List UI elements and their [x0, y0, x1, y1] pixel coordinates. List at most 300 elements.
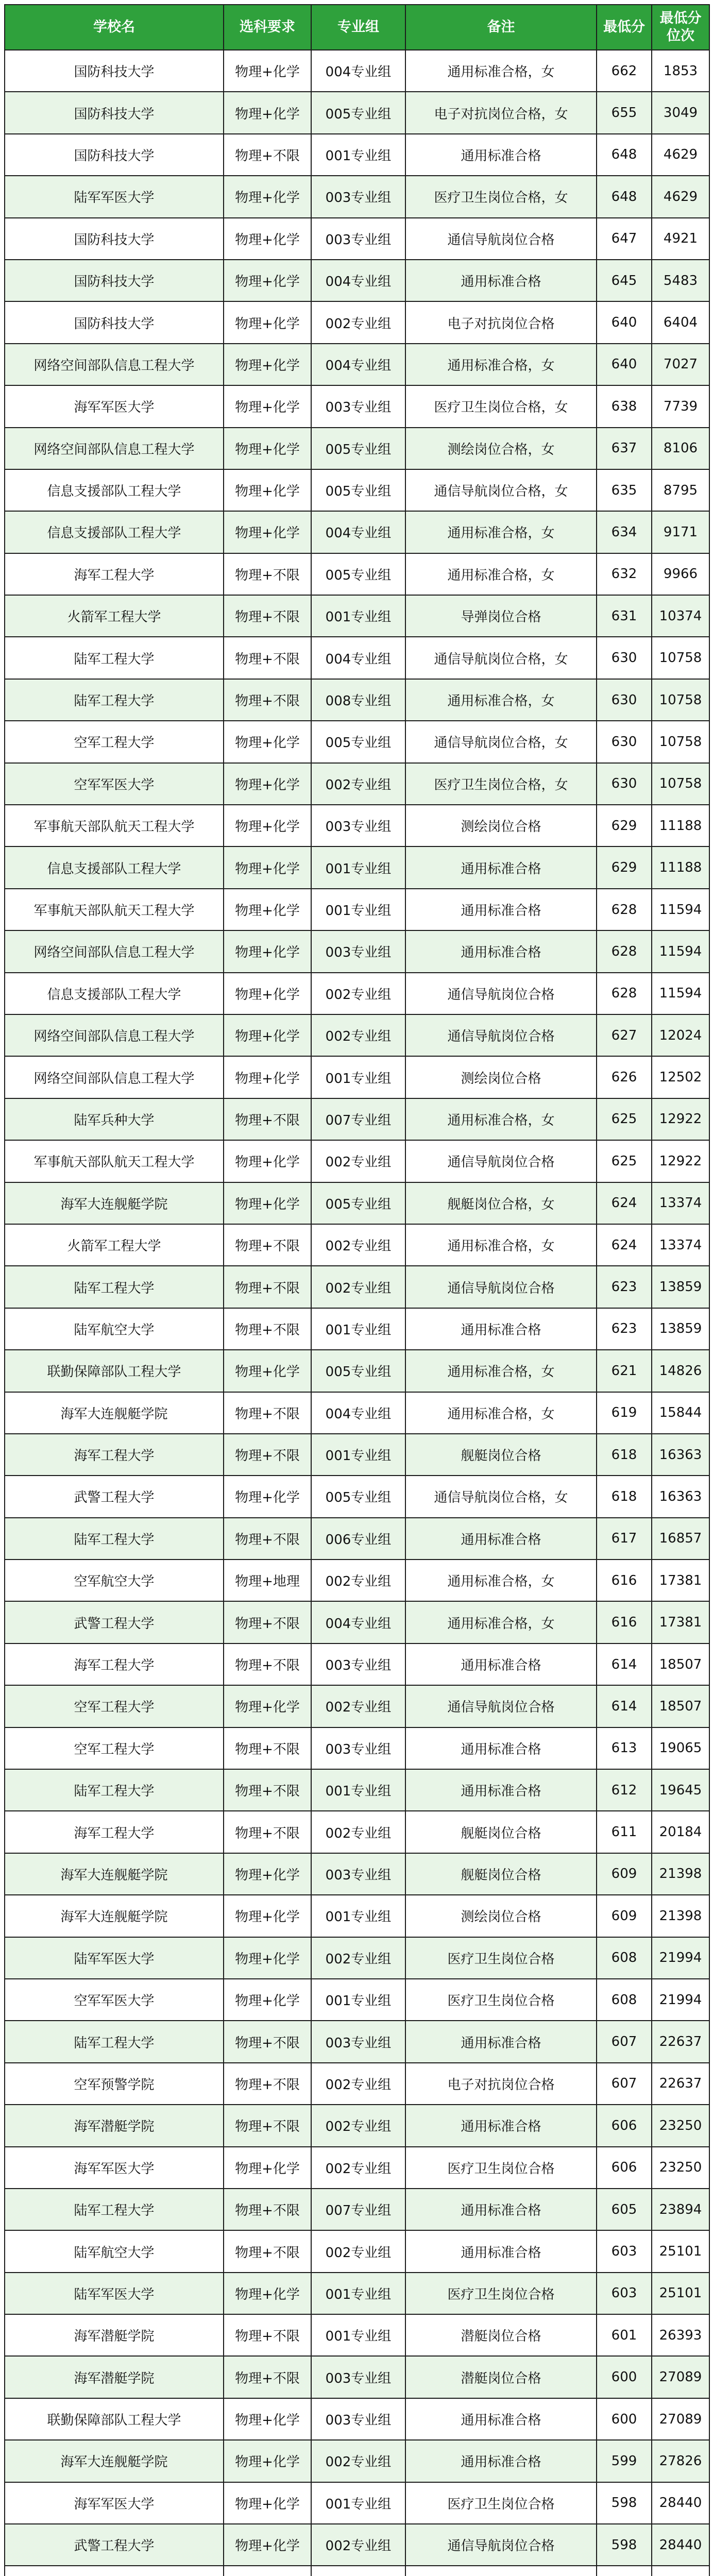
- cell-note: 通用标准合格: [405, 2105, 597, 2146]
- cell-subject-requirement: 物理+化学: [224, 385, 311, 427]
- cell-subject-requirement: 物理+化学: [224, 469, 311, 511]
- cell-min-score: 613: [597, 1727, 652, 1769]
- table-row: [5, 2230, 709, 2272]
- cell-subject-requirement: 物理+化学: [224, 1979, 311, 2021]
- cell-min-rank: 9966: [652, 553, 709, 595]
- cell-school: 武警工程大学: [5, 1476, 224, 1517]
- cell-subject-requirement: 物理+化学: [224, 218, 311, 260]
- cell-note: 医疗卫生岗位合格，女: [405, 385, 597, 427]
- cell-min-score: 628: [597, 973, 652, 1014]
- cell-subject-requirement: 物理+化学: [224, 2440, 311, 2482]
- cell-note: 通用标准合格: [405, 1727, 597, 1769]
- cell-school: 网络空间部队信息工程大学: [5, 1056, 224, 1098]
- cell-major-group: 002专业组: [311, 2230, 405, 2272]
- cell-school: 陆军工程大学: [5, 679, 224, 721]
- cell-major-group: 004专业组: [311, 637, 405, 679]
- cell-min-rank: 9171: [652, 511, 709, 553]
- cell-min-rank: 25101: [652, 2273, 709, 2314]
- cell-min-rank: 13859: [652, 1308, 709, 1350]
- cell-subject-requirement: 物理+不限: [224, 637, 311, 679]
- cell-subject-requirement: 物理+不限: [224, 2314, 311, 2356]
- cell-subject-requirement: 物理+化学: [224, 1853, 311, 1895]
- cell-min-score: 631: [597, 595, 652, 637]
- cell-min-score: 614: [597, 1643, 652, 1685]
- cell-subject-requirement: 物理+不限: [224, 2021, 311, 2062]
- cell-major-group: 001专业组: [311, 595, 405, 637]
- cell-subject-requirement: 物理+化学: [224, 2147, 311, 2189]
- cell-min-score: 618: [597, 1476, 652, 1517]
- cell-min-score: 599: [597, 2440, 652, 2482]
- cell-min-score: 598: [597, 2524, 652, 2566]
- table-row: [5, 2356, 709, 2398]
- cell-subject-requirement: 物理+不限: [224, 1098, 311, 1140]
- table-row: [5, 218, 709, 260]
- cell-school: 网络空间部队信息工程大学: [5, 428, 224, 469]
- cell-subject-requirement: 物理+不限: [224, 1769, 311, 1811]
- cell-major-group: 002专业组: [311, 1014, 405, 1056]
- cell-school: 军事航天部队航天工程大学: [5, 805, 224, 846]
- cell-subject-requirement: 物理+不限: [224, 1392, 311, 1434]
- cell-min-score: 603: [597, 2230, 652, 2272]
- cell-note: 测绘岗位合格，女: [405, 428, 597, 469]
- cell-major-group: 004专业组: [311, 344, 405, 385]
- cell-school: 信息支援部队工程大学: [5, 846, 224, 888]
- cell-min-rank: 28440: [652, 2482, 709, 2524]
- header-note: 备注: [405, 5, 597, 50]
- cell-note: 通信导航岗位合格: [405, 1266, 597, 1308]
- cell-note: 医疗卫生岗位合格，女: [405, 763, 597, 805]
- table-row: [5, 469, 709, 511]
- table-row: [5, 2105, 709, 2146]
- cell-school: 国防科技大学: [5, 301, 224, 343]
- cell-school: 空军工程大学: [5, 721, 224, 762]
- cell-school: 陆军军医大学: [5, 176, 224, 217]
- cell-school: 海军工程大学: [5, 1434, 224, 1476]
- table-row: [5, 301, 709, 343]
- cell-min-score: 629: [597, 805, 652, 846]
- cell-min-rank: 15844: [652, 1392, 709, 1434]
- cell-note: 舰艇岗位合格，女: [405, 1182, 597, 1224]
- cell-note: 测绘岗位合格: [405, 1056, 597, 1098]
- cell-min-score: 606: [597, 2147, 652, 2189]
- cell-min-score: 614: [597, 1685, 652, 1727]
- table-row: [5, 2147, 709, 2189]
- cell-school: 海军工程大学: [5, 1811, 224, 1853]
- cell-min-rank: 7739: [652, 385, 709, 427]
- cell-min-rank: 10758: [652, 637, 709, 679]
- table-row: [5, 134, 709, 176]
- table-row: [5, 930, 709, 972]
- table-row: [5, 1224, 709, 1266]
- cell-min-score: 605: [597, 2189, 652, 2230]
- cell-note: 通用标准合格: [405, 1643, 597, 1685]
- cell-subject-requirement: 物理+不限: [224, 595, 311, 637]
- cell-note: 医疗卫生岗位合格: [405, 1979, 597, 2021]
- cell-min-score: 630: [597, 637, 652, 679]
- cell-school: 网络空间部队信息工程大学: [5, 1014, 224, 1056]
- cell-school: 陆军工程大学: [5, 1769, 224, 1811]
- table-row: [5, 428, 709, 469]
- cell-min-score: 606: [597, 2105, 652, 2146]
- cell-min-rank: 13374: [652, 1224, 709, 1266]
- table-row: [5, 2314, 709, 2356]
- table-row: [5, 344, 709, 385]
- cell-major-group: 003专业组: [311, 2398, 405, 2440]
- table-row: [5, 595, 709, 637]
- cell-note: 潜艇岗位合格: [405, 2314, 597, 2356]
- cell-subject-requirement: 物理+化学: [224, 1182, 311, 1224]
- cell-subject-requirement: 物理+化学: [224, 889, 311, 930]
- cell-major-group: 005专业组: [311, 1350, 405, 1392]
- cell-min-rank: 4629: [652, 134, 709, 176]
- cell-major-group: 002专业组: [311, 1937, 405, 1979]
- cell-min-rank: 16857: [652, 1518, 709, 1560]
- cell-subject-requirement: 物理+化学: [224, 1685, 311, 1727]
- cell-note: 电子对抗岗位合格: [405, 2063, 597, 2105]
- cell-min-score: 648: [597, 176, 652, 217]
- table-row: [5, 260, 709, 301]
- cell-min-rank: 17381: [652, 1601, 709, 1643]
- cell-note: 通用标准合格: [405, 134, 597, 176]
- cell-school: 联勤保障部队工程大学: [5, 1350, 224, 1392]
- cell-min-rank: 7027: [652, 344, 709, 385]
- table-row: [5, 1476, 709, 1517]
- cell-min-score: 625: [597, 1098, 652, 1140]
- header-major-group: 专业组: [311, 5, 405, 50]
- cell-school: 国防科技大学: [5, 50, 224, 92]
- table-row: [5, 1685, 709, 1727]
- cell-min-score: 648: [597, 134, 652, 176]
- table-row: [5, 2566, 709, 2576]
- cell-major-group: 002专业组: [311, 2440, 405, 2482]
- cell-min-score: [597, 2566, 652, 2576]
- cell-min-score: 640: [597, 301, 652, 343]
- cell-subject-requirement: 物理+化学: [224, 511, 311, 553]
- cell-school: 海军潜艇学院: [5, 2314, 224, 2356]
- cell-note: 通信导航岗位合格: [405, 1685, 597, 1727]
- cell-min-rank: 5483: [652, 260, 709, 301]
- cell-min-rank: 3049: [652, 92, 709, 133]
- cell-note: 通信导航岗位合格: [405, 973, 597, 1014]
- cell-subject-requirement: 物理+化学: [224, 2482, 311, 2524]
- cell-min-score: 609: [597, 1895, 652, 1937]
- cell-note: 舰艇岗位合格: [405, 1434, 597, 1476]
- cell-note: 舰艇岗位合格: [405, 1811, 597, 1853]
- cell-subject-requirement: 物理+不限: [224, 1811, 311, 1853]
- cell-min-score: 662: [597, 50, 652, 92]
- cell-note: 通信导航岗位合格，女: [405, 469, 597, 511]
- cell-school: 网络空间部队信息工程大学: [5, 930, 224, 972]
- cell-subject-requirement: 物理+不限: [224, 1434, 311, 1476]
- cell-subject-requirement: 物理+化学: [224, 176, 311, 217]
- cell-school: 军事航天部队航天工程大学: [5, 889, 224, 930]
- cell-major-group: 003专业组: [311, 930, 405, 972]
- cell-school: [5, 2566, 224, 2576]
- table-row: [5, 1895, 709, 1937]
- table-row: [5, 1853, 709, 1895]
- cell-subject-requirement: 物理+化学: [224, 344, 311, 385]
- cell-major-group: 003专业组: [311, 385, 405, 427]
- cell-note: 舰艇岗位合格: [405, 1853, 597, 1895]
- cell-note: 医疗卫生岗位合格: [405, 2482, 597, 2524]
- cell-major-group: 002专业组: [311, 1560, 405, 1601]
- header-min-score: 最低分: [597, 5, 652, 50]
- table-row: [5, 637, 709, 679]
- cell-subject-requirement: 物理+地理: [224, 1560, 311, 1601]
- cell-school: 国防科技大学: [5, 218, 224, 260]
- cell-major-group: 003专业组: [311, 1643, 405, 1685]
- cell-major-group: 008专业组: [311, 679, 405, 721]
- cell-min-rank: 23894: [652, 2189, 709, 2230]
- cell-note: 通用标准合格: [405, 846, 597, 888]
- table-row: [5, 1643, 709, 1685]
- cell-subject-requirement: 物理+不限: [224, 1224, 311, 1266]
- cell-min-rank: 16363: [652, 1476, 709, 1517]
- cell-note: 通用标准合格: [405, 1308, 597, 1350]
- header-school: 学校名: [5, 5, 224, 50]
- cell-subject-requirement: 物理+不限: [224, 2230, 311, 2272]
- cell-major-group: 005专业组: [311, 469, 405, 511]
- cell-min-rank: 10758: [652, 721, 709, 762]
- cell-subject-requirement: 物理+化学: [224, 721, 311, 762]
- cell-major-group: 001专业组: [311, 1769, 405, 1811]
- table-row: [5, 2398, 709, 2440]
- cell-min-score: 630: [597, 679, 652, 721]
- cell-major-group: 001专业组: [311, 1308, 405, 1350]
- table-row: [5, 1392, 709, 1434]
- cell-min-rank: 11188: [652, 846, 709, 888]
- cell-subject-requirement: 物理+不限: [224, 1308, 311, 1350]
- cell-major-group: 001专业组: [311, 846, 405, 888]
- cell-subject-requirement: 物理+化学: [224, 846, 311, 888]
- cell-subject-requirement: 物理+化学: [224, 2398, 311, 2440]
- cell-subject-requirement: 物理+不限: [224, 2189, 311, 2230]
- cell-subject-requirement: 物理+化学: [224, 2273, 311, 2314]
- cell-major-group: 002专业组: [311, 1140, 405, 1182]
- cell-min-rank: 22637: [652, 2021, 709, 2062]
- cell-min-rank: 10374: [652, 595, 709, 637]
- cell-min-score: 629: [597, 846, 652, 888]
- cell-min-score: 616: [597, 1601, 652, 1643]
- cell-min-rank: 17381: [652, 1560, 709, 1601]
- cell-subject-requirement: 物理+不限: [224, 1518, 311, 1560]
- cell-school: 海军大连舰艇学院: [5, 1895, 224, 1937]
- header-min-rank: 最低分位次: [652, 5, 709, 50]
- cell-min-score: 600: [597, 2356, 652, 2398]
- cell-major-group: 002专业组: [311, 1266, 405, 1308]
- cell-school: 海军大连舰艇学院: [5, 2440, 224, 2482]
- table-row: [5, 973, 709, 1014]
- cell-note: 医疗卫生岗位合格: [405, 2147, 597, 2189]
- cell-note: 通用标准合格，女: [405, 1601, 597, 1643]
- cell-school: 陆军军医大学: [5, 1937, 224, 1979]
- cell-min-rank: 21398: [652, 1853, 709, 1895]
- cell-major-group: 005专业组: [311, 553, 405, 595]
- header-subject-requirement: 选科要求: [224, 5, 311, 50]
- cell-min-score: 603: [597, 2273, 652, 2314]
- cell-major-group: 002专业组: [311, 2147, 405, 2189]
- cell-major-group: 007专业组: [311, 2189, 405, 2230]
- cell-subject-requirement: 物理+化学: [224, 930, 311, 972]
- cell-school: 联勤保障部队工程大学: [5, 2398, 224, 2440]
- table-row: [5, 2524, 709, 2566]
- cell-min-rank: 23250: [652, 2147, 709, 2189]
- table-row: [5, 2063, 709, 2105]
- cell-min-rank: 12024: [652, 1014, 709, 1056]
- cell-min-rank: 16363: [652, 1434, 709, 1476]
- cell-major-group: 001专业组: [311, 2482, 405, 2524]
- cell-note: 电子对抗岗位合格，女: [405, 92, 597, 133]
- cell-major-group: 002专业组: [311, 1224, 405, 1266]
- table-row: [5, 385, 709, 427]
- table-row: [5, 889, 709, 930]
- table-row: [5, 1140, 709, 1182]
- cell-min-score: 616: [597, 1560, 652, 1601]
- cell-note: 通用标准合格，女: [405, 1224, 597, 1266]
- cell-note: 通信导航岗位合格，女: [405, 721, 597, 762]
- cell-min-rank: 18507: [652, 1643, 709, 1685]
- cell-major-group: 005专业组: [311, 92, 405, 133]
- cell-subject-requirement: 物理+化学: [224, 260, 311, 301]
- cell-min-rank: 19645: [652, 1769, 709, 1811]
- cell-subject-requirement: 物理+化学: [224, 1140, 311, 1182]
- cell-major-group: 002专业组: [311, 763, 405, 805]
- cell-school: 空军工程大学: [5, 1727, 224, 1769]
- cell-note: 医疗卫生岗位合格: [405, 2273, 597, 2314]
- cell-min-score: 634: [597, 511, 652, 553]
- table-row: [5, 1560, 709, 1601]
- table-row: [5, 1056, 709, 1098]
- cell-min-rank: 19065: [652, 1727, 709, 1769]
- cell-min-score: 655: [597, 92, 652, 133]
- cell-min-rank: 11594: [652, 930, 709, 972]
- cell-school: 陆军航空大学: [5, 2230, 224, 2272]
- cell-min-rank: 4629: [652, 176, 709, 217]
- table-row: [5, 511, 709, 553]
- cell-min-score: 623: [597, 1266, 652, 1308]
- cell-note: 通用标准合格，女: [405, 1350, 597, 1392]
- cell-subject-requirement: 物理+不限: [224, 1266, 311, 1308]
- cell-school: 陆军兵种大学: [5, 1098, 224, 1140]
- cell-major-group: 002专业组: [311, 301, 405, 343]
- cell-note: 通用标准合格，女: [405, 679, 597, 721]
- table-row: [5, 1266, 709, 1308]
- admission-score-table: [4, 4, 710, 2576]
- cell-school: 空军预警学院: [5, 2063, 224, 2105]
- cell-min-rank: 21994: [652, 1979, 709, 2021]
- cell-min-score: 618: [597, 1434, 652, 1476]
- cell-note: 通用标准合格，女: [405, 1392, 597, 1434]
- cell-subject-requirement: 物理+不限: [224, 1601, 311, 1643]
- table-row: [5, 1350, 709, 1392]
- cell-school: 陆军航空大学: [5, 1308, 224, 1350]
- cell-subject-requirement: 物理+不限: [224, 679, 311, 721]
- cell-major-group: 002专业组: [311, 1685, 405, 1727]
- cell-min-rank: 12922: [652, 1140, 709, 1182]
- cell-min-score: 612: [597, 1769, 652, 1811]
- cell-note: 通用标准合格: [405, 2189, 597, 2230]
- cell-major-group: 004专业组: [311, 1601, 405, 1643]
- cell-min-score: 611: [597, 1811, 652, 1853]
- cell-school: 海军工程大学: [5, 553, 224, 595]
- cell-school: 海军大连舰艇学院: [5, 1853, 224, 1895]
- cell-major-group: 005专业组: [311, 1476, 405, 1517]
- cell-min-rank: 27089: [652, 2356, 709, 2398]
- table-row: [5, 846, 709, 888]
- cell-min-rank: 21398: [652, 1895, 709, 1937]
- cell-major-group: 001专业组: [311, 2314, 405, 2356]
- cell-min-score: 627: [597, 1014, 652, 1056]
- cell-min-score: 607: [597, 2063, 652, 2105]
- cell-min-score: 635: [597, 469, 652, 511]
- cell-min-score: 638: [597, 385, 652, 427]
- table-row: [5, 721, 709, 762]
- cell-min-rank: 11188: [652, 805, 709, 846]
- cell-note: 通用标准合格: [405, 2440, 597, 2482]
- cell-subject-requirement: 物理+不限: [224, 134, 311, 176]
- cell-major-group: 001专业组: [311, 2273, 405, 2314]
- cell-subject-requirement: 物理+化学: [224, 301, 311, 343]
- cell-min-score: 608: [597, 1979, 652, 2021]
- cell-major-group: 002专业组: [311, 2524, 405, 2566]
- cell-school: 海军军医大学: [5, 2147, 224, 2189]
- cell-school: 信息支援部队工程大学: [5, 973, 224, 1014]
- cell-min-score: 608: [597, 1937, 652, 1979]
- cell-school: 空军军医大学: [5, 1979, 224, 2021]
- cell-min-rank: 1853: [652, 50, 709, 92]
- table-row: [5, 2189, 709, 2230]
- cell-school: 国防科技大学: [5, 260, 224, 301]
- cell-note: 通用标准合格，女: [405, 50, 597, 92]
- table-row: [5, 1014, 709, 1056]
- cell-major-group: 005专业组: [311, 428, 405, 469]
- cell-school: 陆军工程大学: [5, 2021, 224, 2062]
- table-row: [5, 2021, 709, 2062]
- cell-min-score: 628: [597, 930, 652, 972]
- cell-note: 通用标准合格: [405, 889, 597, 930]
- table-row: [5, 1308, 709, 1350]
- cell-min-rank: 10758: [652, 679, 709, 721]
- cell-major-group: 001专业组: [311, 1434, 405, 1476]
- cell-min-score: 601: [597, 2314, 652, 2356]
- cell-school: 陆军工程大学: [5, 2189, 224, 2230]
- table-row: [5, 1601, 709, 1643]
- cell-school: 网络空间部队信息工程大学: [5, 344, 224, 385]
- table-row: [5, 1769, 709, 1811]
- cell-min-rank: 10758: [652, 763, 709, 805]
- table-row: [5, 176, 709, 217]
- cell-major-group: 003专业组: [311, 2021, 405, 2062]
- cell-subject-requirement: 物理+不限: [224, 2105, 311, 2146]
- table-row: [5, 2273, 709, 2314]
- cell-min-rank: 27826: [652, 2440, 709, 2482]
- cell-major-group: 004专业组: [311, 511, 405, 553]
- cell-note: 通用标准合格: [405, 260, 597, 301]
- cell-subject-requirement: 物理+化学: [224, 763, 311, 805]
- cell-note: 通用标准合格: [405, 1518, 597, 1560]
- cell-min-score: 632: [597, 553, 652, 595]
- cell-note: 测绘岗位合格: [405, 1895, 597, 1937]
- cell-min-rank: 18507: [652, 1685, 709, 1727]
- cell-min-rank: 26393: [652, 2314, 709, 2356]
- table-row: [5, 553, 709, 595]
- cell-school: 国防科技大学: [5, 92, 224, 133]
- cell-school: 海军军医大学: [5, 2482, 224, 2524]
- cell-school: 军事航天部队航天工程大学: [5, 1140, 224, 1182]
- table-row: [5, 679, 709, 721]
- cell-school: 海军潜艇学院: [5, 2356, 224, 2398]
- cell-min-rank: 20184: [652, 1811, 709, 1853]
